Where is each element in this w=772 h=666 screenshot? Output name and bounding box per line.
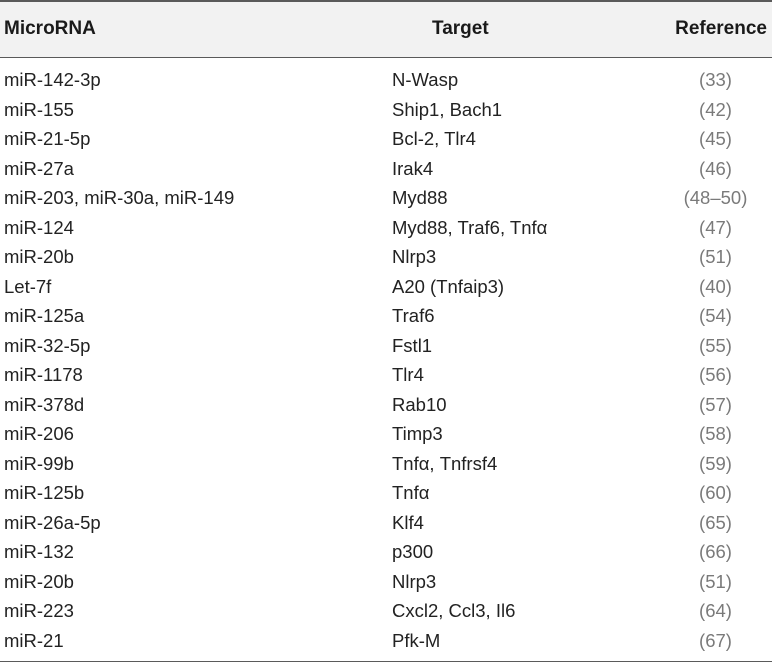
column-header-microrna: MicroRNA — [4, 18, 96, 39]
table-row — [0, 478, 772, 508]
microrna-cell: miR-21-5p — [4, 128, 91, 149]
microrna-cell: Let-7f — [4, 275, 52, 297]
reference-cell[interactable]: (47) — [699, 216, 732, 238]
target-cell: Nlrp3 — [392, 570, 437, 592]
target-cell: Timp3 — [392, 423, 443, 444]
table-row — [0, 301, 772, 331]
reference-cell[interactable]: (51) — [699, 570, 732, 592]
target-cell: Tnfα — [392, 482, 430, 503]
table-row — [0, 449, 772, 479]
target-cell: Ship1, Bach1 — [392, 98, 503, 120]
microrna-cell: miR-20b — [4, 246, 74, 267]
table-row — [0, 567, 772, 597]
table-row — [0, 65, 772, 95]
table-row — [0, 626, 772, 656]
reference-cell[interactable]: (56) — [699, 364, 732, 385]
target-cell: Tnfα, Tnfrsf4 — [392, 452, 498, 474]
reference-cell[interactable]: (54) — [699, 305, 732, 326]
microrna-cell: miR-32-5p — [4, 334, 91, 356]
reference-cell[interactable]: (46) — [699, 157, 732, 179]
reference-cell[interactable]: (33) — [699, 69, 732, 90]
target-cell: Fstl1 — [392, 334, 433, 356]
microrna-cell: miR-206 — [4, 423, 74, 444]
microrna-cell: miR-155 — [4, 98, 74, 120]
microrna-cell: miR-142-3p — [4, 69, 101, 90]
table-row — [0, 537, 772, 567]
table-row — [0, 390, 772, 420]
target-cell: Tlr4 — [392, 364, 424, 385]
microrna-cell: miR-1178 — [4, 364, 83, 385]
microrna-cell: miR-27a — [4, 157, 74, 179]
target-cell: Cxcl2, Ccl3, Il6 — [392, 600, 516, 621]
microrna-cell: miR-124 — [4, 216, 74, 238]
microrna-cell: miR-26a-5p — [4, 511, 101, 533]
table-row — [0, 360, 772, 390]
reference-cell[interactable]: (67) — [699, 629, 732, 651]
reference-cell[interactable]: (45) — [699, 128, 732, 149]
table-row — [0, 242, 772, 272]
table-row — [0, 272, 772, 302]
target-cell: Myd88 — [392, 187, 448, 208]
target-cell: p300 — [392, 541, 434, 562]
target-cell: Rab10 — [392, 393, 447, 415]
microrna-cell: miR-99b — [4, 452, 74, 474]
table-row — [0, 124, 772, 154]
reference-cell[interactable]: (51) — [699, 246, 732, 267]
table-row — [0, 419, 772, 449]
table-row — [0, 213, 772, 243]
target-cell: Bcl-2, Tlr4 — [392, 128, 476, 149]
table-bottom-rule — [0, 661, 772, 662]
target-cell: A20 (Tnfaip3) — [392, 275, 505, 297]
reference-cell[interactable]: (60) — [699, 482, 732, 503]
table-row — [0, 331, 772, 361]
reference-cell[interactable]: (40) — [699, 275, 732, 297]
column-header-reference: Reference — [675, 18, 767, 39]
reference-cell[interactable]: (64) — [699, 600, 732, 621]
target-cell: Pfk-M — [392, 629, 441, 651]
reference-cell[interactable]: (66) — [699, 541, 732, 562]
column-header-target: Target — [432, 18, 489, 39]
microrna-cell: miR-132 — [4, 541, 74, 562]
table-row — [0, 154, 772, 184]
microrna-cell: miR-378d — [4, 393, 85, 415]
microrna-cell: miR-20b — [4, 570, 74, 592]
table-body — [0, 65, 772, 655]
microrna-cell: miR-21 — [4, 629, 64, 651]
reference-cell[interactable]: (58) — [699, 423, 732, 444]
target-cell: Nlrp3 — [392, 246, 437, 267]
microrna-cell: miR-125a — [4, 305, 85, 326]
target-cell: Traf6 — [392, 305, 435, 326]
target-cell: Irak4 — [392, 157, 434, 179]
table-header — [0, 0, 772, 58]
target-cell: Klf4 — [392, 511, 424, 533]
microrna-cell: miR-223 — [4, 600, 74, 621]
table-row — [0, 508, 772, 538]
reference-cell[interactable]: (65) — [699, 511, 732, 533]
reference-cell[interactable]: (48–50) — [683, 187, 748, 208]
reference-cell[interactable]: (59) — [699, 452, 732, 474]
table-row — [0, 596, 772, 626]
microrna-cell: miR-203, miR-30a, miR-149 — [4, 187, 235, 208]
reference-cell[interactable]: (42) — [699, 98, 732, 120]
target-cell: Myd88, Traf6, Tnfα — [392, 216, 548, 238]
target-cell: N-Wasp — [392, 69, 459, 90]
table-row — [0, 95, 772, 125]
reference-cell[interactable]: (55) — [699, 334, 732, 356]
reference-cell[interactable]: (57) — [699, 393, 732, 415]
microrna-cell: miR-125b — [4, 482, 85, 503]
table-row — [0, 183, 772, 213]
